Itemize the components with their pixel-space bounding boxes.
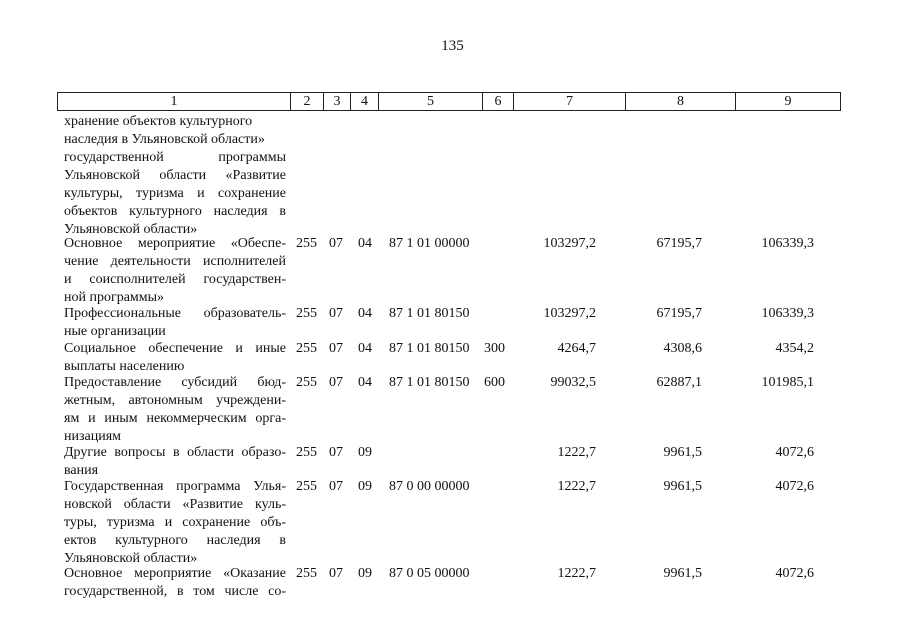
cell-code: 255	[296, 375, 317, 390]
cell-section: 07	[329, 445, 343, 460]
cell-amount-8: 9961,5	[663, 566, 702, 581]
cell-amount-8: 67195,7	[656, 306, 702, 321]
cell-amount-9: 4072,6	[775, 479, 814, 494]
cell-amount-9: 4354,2	[775, 341, 814, 356]
cell-code: 255	[296, 479, 317, 494]
cell-section: 07	[329, 306, 343, 321]
cell-amount-7: 1222,7	[557, 566, 596, 581]
cell-target: 87 0 00 00000	[389, 479, 470, 494]
cell-amount-7: 103297,2	[543, 306, 596, 321]
row-description: Профессиональные образователь- ные организации	[64, 306, 286, 339]
row-description: Государственная программа Улья- новской области «Развитие куль- туры, туризма и сохранение объ- ектов культурного наследия в Ульяновской области»	[64, 479, 286, 566]
table-header	[57, 92, 841, 111]
cell-subsection: 04	[358, 341, 372, 356]
cell-amount-9: 106339,3	[761, 236, 814, 251]
cell-amount-9: 4072,6	[775, 445, 814, 460]
cell-subsection: 04	[358, 375, 372, 390]
header-col-6: 6	[482, 93, 513, 110]
cell-code: 255	[296, 445, 317, 460]
cell-type: 600	[484, 375, 505, 390]
header-col-3: 3	[323, 93, 350, 110]
cell-target: 87 0 05 00000	[389, 566, 470, 581]
cell-amount-9: 106339,3	[761, 306, 814, 321]
row-description: Предоставление субсидий бюд- жетным, автономным учреждени- ям и иным некоммерческим орга- низациям	[64, 375, 286, 444]
cell-section: 07	[329, 236, 343, 251]
header-col-1: 1	[170, 94, 178, 109]
cell-code: 255	[296, 341, 317, 356]
cell-amount-8: 4308,6	[663, 341, 702, 356]
cell-code: 255	[296, 236, 317, 251]
cell-target: 87 1 01 80150	[389, 306, 470, 321]
cell-amount-7: 99032,5	[550, 375, 596, 390]
header-col-4: 4	[350, 93, 378, 110]
cell-type: 300	[484, 341, 505, 356]
cell-amount-9: 4072,6	[775, 566, 814, 581]
cell-subsection: 09	[358, 566, 372, 581]
cell-target: 87 1 01 80150	[389, 375, 470, 390]
cell-amount-8: 62887,1	[656, 375, 702, 390]
header-col-9: 9	[735, 93, 840, 110]
cell-amount-7: 103297,2	[543, 236, 596, 251]
row-description: Основное мероприятие «Обеспе- чение деятельности исполнителей и соисполнителей государствен- ной программы»	[64, 236, 286, 305]
row-description: хранение объектов культурного наследия в Ульяновской области» государственной программы Ульяновской области «Развитие культуры, туризма и сохранение объектов культурного наследия в Ульяновской области»	[64, 114, 286, 237]
cell-target: 87 1 01 00000	[389, 236, 470, 251]
header-col-8: 8	[625, 93, 735, 110]
cell-subsection: 04	[358, 236, 372, 251]
cell-subsection: 04	[358, 306, 372, 321]
cell-amount-7: 4264,7	[557, 341, 596, 356]
header-col-2: 2	[290, 93, 323, 110]
cell-section: 07	[329, 375, 343, 390]
cell-section: 07	[329, 479, 343, 494]
row-description: Социальное обеспечение и иные выплаты населению	[64, 341, 286, 374]
cell-amount-8: 9961,5	[663, 445, 702, 460]
cell-section: 07	[329, 566, 343, 581]
header-col-7: 7	[513, 93, 625, 110]
row-description: Основное мероприятие «Оказание государственной, в том числе со-	[64, 566, 286, 599]
cell-amount-7: 1222,7	[557, 445, 596, 460]
cell-section: 07	[329, 341, 343, 356]
cell-amount-9: 101985,1	[761, 375, 814, 390]
header-col-5: 5	[378, 93, 482, 110]
row-description: Другие вопросы в области образо- вания	[64, 445, 286, 478]
cell-subsection: 09	[358, 445, 372, 460]
cell-amount-7: 1222,7	[557, 479, 596, 494]
cell-amount-8: 9961,5	[663, 479, 702, 494]
cell-target: 87 1 01 80150	[389, 341, 470, 356]
cell-amount-8: 67195,7	[656, 236, 702, 251]
cell-code: 255	[296, 566, 317, 581]
page-number: 135	[441, 38, 464, 54]
cell-subsection: 09	[358, 479, 372, 494]
cell-code: 255	[296, 306, 317, 321]
